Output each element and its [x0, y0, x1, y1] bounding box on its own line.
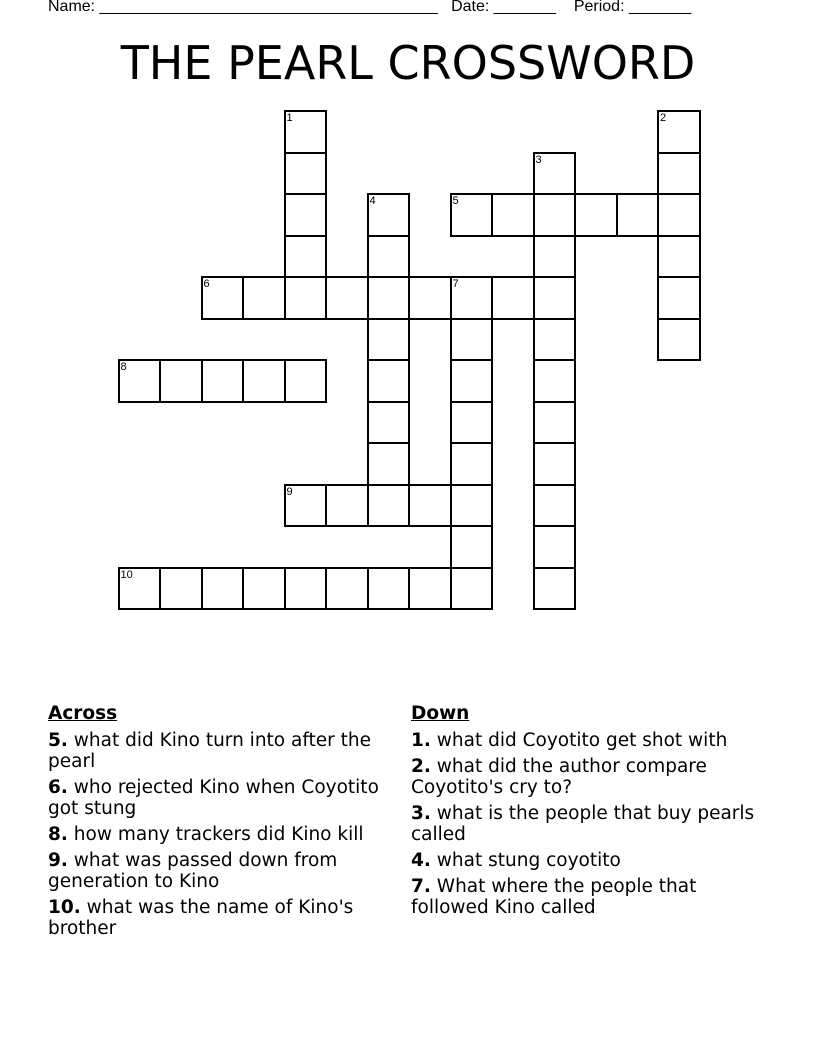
grid-cell[interactable]	[657, 276, 701, 320]
header	[48, 0, 691, 16]
grid-cell[interactable]	[242, 276, 286, 320]
across-clues	[48, 703, 398, 944]
clue-text: what was passed down from generation to Kino	[48, 850, 338, 892]
grid-cell[interactable]	[367, 567, 411, 611]
down-clue	[411, 850, 756, 871]
clue-text: What where the people that followed Kino called	[411, 876, 697, 918]
clue-number-label: 8.	[48, 824, 68, 845]
grid-cell[interactable]	[367, 359, 411, 403]
grid-cell[interactable]	[533, 318, 577, 362]
grid-cell[interactable]	[657, 110, 701, 154]
grid-cell[interactable]	[533, 152, 577, 196]
clue-text: what did Kino turn into after the pearl	[48, 730, 372, 772]
grid-cell[interactable]	[367, 401, 411, 445]
across-clue	[48, 824, 398, 845]
grid-cell[interactable]	[450, 484, 494, 528]
grid-cell[interactable]	[118, 567, 162, 611]
grid-cell[interactable]	[284, 110, 328, 154]
grid-cell[interactable]	[408, 276, 452, 320]
grid-cell[interactable]	[284, 484, 328, 528]
grid-cell[interactable]	[616, 193, 660, 237]
grid-cell[interactable]	[491, 276, 535, 320]
grid-cell[interactable]	[408, 484, 452, 528]
grid-cell[interactable]	[450, 359, 494, 403]
grid-cell[interactable]	[367, 318, 411, 362]
clue-number-label: 7.	[411, 876, 431, 897]
grid-cell[interactable]	[367, 276, 411, 320]
grid-cell[interactable]	[533, 442, 577, 486]
grid-cell[interactable]	[284, 276, 328, 320]
clue-number-label: 4.	[411, 850, 431, 871]
clue-text: what is the people that buy pearls called	[411, 803, 755, 845]
clue-text: how many trackers did Kino kill	[67, 824, 364, 845]
grid-cell[interactable]	[367, 442, 411, 486]
down-heading: Down	[411, 703, 470, 724]
grid-cell[interactable]	[284, 235, 328, 279]
grid-cell[interactable]	[284, 193, 328, 237]
grid-cell[interactable]	[159, 359, 203, 403]
page-title: THE PEARL CROSSWORD	[120, 36, 696, 90]
clue-number-label: 6.	[48, 777, 68, 798]
clue-number: 2	[660, 112, 667, 124]
grid-cell[interactable]	[657, 152, 701, 196]
grid-cell[interactable]	[533, 193, 577, 237]
grid-cell[interactable]	[159, 567, 203, 611]
clue-text: what did the author compare Coyotito's cry to?	[411, 756, 707, 798]
date-field-label[interactable]: Date: _______	[451, 0, 557, 15]
across-clue	[48, 897, 398, 939]
grid-cell[interactable]	[118, 359, 162, 403]
clue-number: 5	[452, 195, 459, 207]
clue-text: what stung coyotito	[430, 850, 621, 871]
clue-number: 1	[286, 112, 293, 124]
grid-cell[interactable]	[533, 484, 577, 528]
grid-cell[interactable]	[657, 235, 701, 279]
grid-cell[interactable]	[574, 193, 618, 237]
clue-number: 8	[120, 361, 127, 373]
grid-cell[interactable]	[657, 318, 701, 362]
grid-cell[interactable]	[325, 484, 369, 528]
down-clue	[411, 730, 756, 751]
grid-cell[interactable]	[450, 567, 494, 611]
clue-number: 3	[535, 153, 542, 166]
clue-text: who rejected Kino when Coyotito got stung	[48, 777, 379, 819]
grid-cell[interactable]	[325, 567, 369, 611]
across-heading: Across	[48, 703, 118, 724]
grid-cell[interactable]	[450, 401, 494, 445]
across-clue	[48, 850, 398, 892]
grid-cell[interactable]	[242, 567, 286, 611]
clue-text: what did Coyotito get shot with	[430, 730, 728, 751]
clue-number-label: 5.	[48, 730, 68, 751]
grid-cell[interactable]	[284, 567, 328, 611]
grid-cell[interactable]	[367, 484, 411, 528]
down-clue	[411, 876, 756, 918]
grid-cell[interactable]	[201, 276, 245, 320]
across-clue	[48, 730, 398, 772]
grid-cell[interactable]	[491, 193, 535, 237]
across-clue	[48, 777, 398, 819]
grid-cell[interactable]	[450, 276, 494, 320]
grid-cell[interactable]	[533, 567, 577, 611]
grid-cell[interactable]	[450, 318, 494, 362]
grid-cell[interactable]	[284, 152, 328, 196]
grid-cell[interactable]	[201, 567, 245, 611]
grid-cell[interactable]	[533, 401, 577, 445]
grid-cell[interactable]	[284, 359, 328, 403]
grid-cell[interactable]	[367, 193, 411, 237]
grid-cell[interactable]	[657, 193, 701, 237]
clue-number: 9	[286, 485, 293, 498]
grid-cell[interactable]	[450, 525, 494, 569]
grid-cell[interactable]	[450, 442, 494, 486]
clue-number-label: 9.	[48, 850, 68, 871]
clue-number-label: 1.	[411, 730, 431, 751]
period-field-label[interactable]: Period: _______	[573, 0, 692, 15]
clue-number: 10	[120, 568, 133, 581]
grid-cell[interactable]	[242, 359, 286, 403]
grid-cell[interactable]	[533, 525, 577, 569]
grid-cell[interactable]	[408, 567, 452, 611]
clue-number-label: 2.	[411, 756, 431, 777]
grid-cell[interactable]	[533, 276, 577, 320]
grid-cell[interactable]	[533, 235, 577, 279]
clue-number: 4	[369, 195, 376, 207]
down-clue	[411, 803, 756, 845]
grid-cell[interactable]	[325, 276, 369, 320]
clue-number: 6	[203, 278, 210, 290]
clue-number-label: 3.	[411, 803, 431, 824]
clue-number-label: 10.	[48, 897, 81, 918]
name-field-label[interactable]: Name: ______________________________________	[48, 0, 438, 15]
down-clues	[411, 703, 756, 923]
down-clue	[411, 756, 756, 798]
grid-cell[interactable]	[533, 359, 577, 403]
grid-cell[interactable]	[367, 235, 411, 279]
grid-cell[interactable]	[450, 193, 494, 237]
clue-text: what was the name of Kino's brother	[48, 897, 354, 939]
clue-number: 7	[452, 278, 459, 290]
grid-cell[interactable]	[201, 359, 245, 403]
